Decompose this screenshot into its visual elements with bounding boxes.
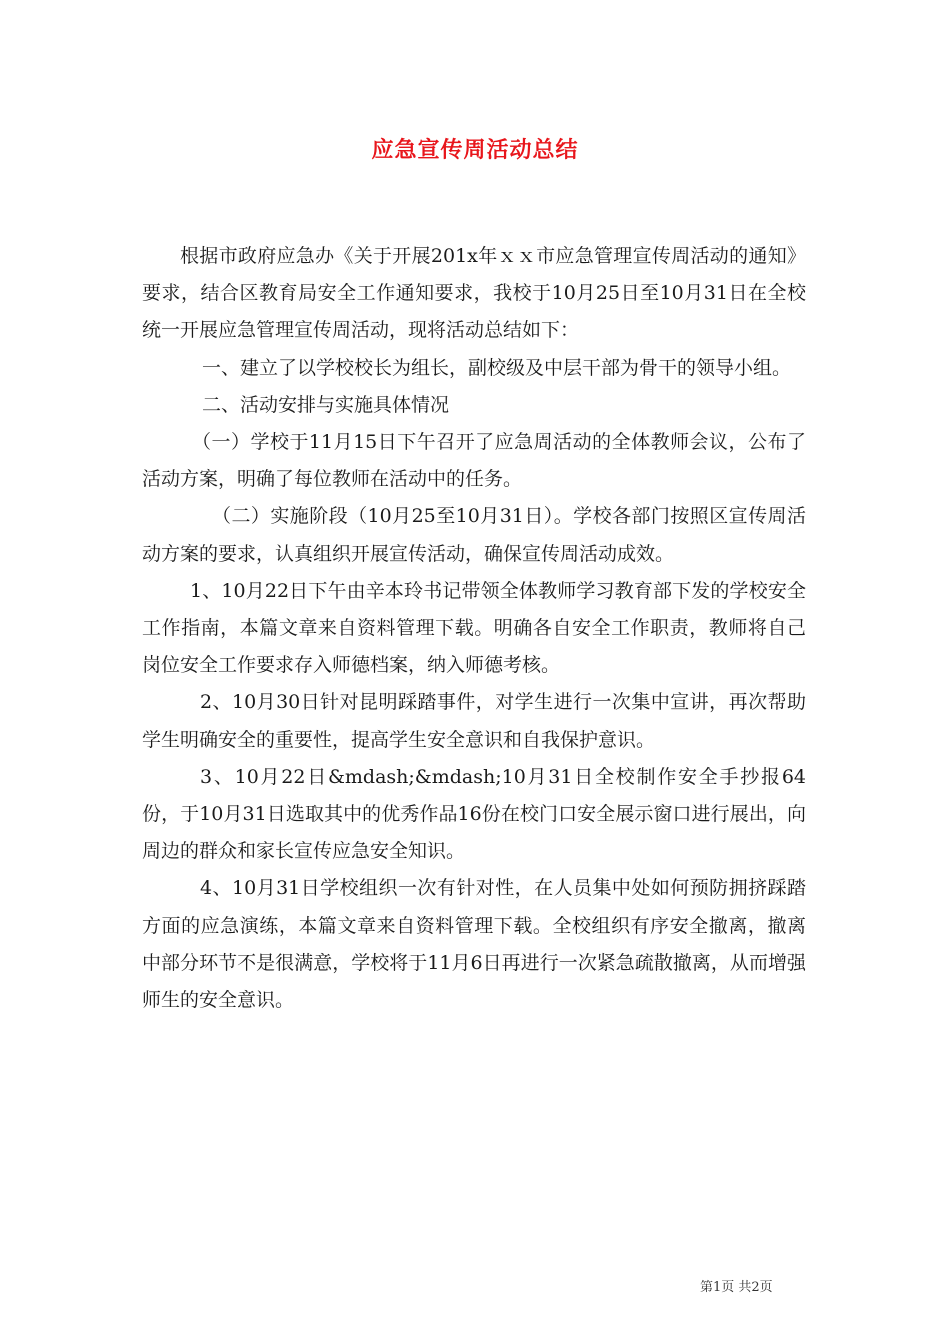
paragraph-section-1: 一、建立了以学校校长为组长，副校级及中层干部为骨干的领导小组。 (202, 356, 792, 379)
paragraph-subsection-2: （二）实施阶段（10月25至10月31日）。学校各部门按照区宣传周活动方案的要求，认真组织开展宣传活动，确保宣传周活动成效。 (142, 505, 806, 565)
paragraph-intro: 根据市政府应急办《关于开展201x年ｘｘ市应急管理宣传周活动的通知》要求，结合区教育局安全工作通知要求，我校于10月25日至10月31日在全校统一开展应急管理宣传周活动，现将活动总结如下： (142, 245, 806, 342)
document-body (142, 238, 806, 1019)
paragraph-item-3: 3、10月22日&mdash;&mdash;10月31日全校制作安全手抄报64份，于10月31日选取其中的优秀作品16份在校门口安全展示窗口进行展出，向周边的群众和家长宣传应急安全知识。 (142, 765, 806, 863)
paragraph-item-1: 1、10月22日下午由辛本玲书记带领全体教师学习教育部下发的学校安全工作指南，本篇文章来自资料管理下载。明确各自安全工作职责，教师将自己岗位安全工作要求存入师德档案，纳入师德考核。 (142, 579, 806, 677)
paragraph-subsection-1: （一）学校于11月15日下午召开了应急周活动的全体教师会议，公布了活动方案，明确了每位教师在活动中的任务。 (142, 431, 806, 491)
paragraph-item-2: 2、10月30日针对昆明踩踏事件，对学生进行一次集中宣讲，再次帮助学生明确安全的重要性，提高学生安全意识和自我保护意识。 (142, 691, 806, 751)
document-title: 应急宣传周活动总结 (371, 137, 579, 163)
paragraph-item-4: 4、10月31日学校组织一次有针对性，在人员集中处如何预防拥挤踩踏方面的应急演练，本篇文章来自资料管理下载。全校组织有序安全撤离，撤离中部分环节不是很满意，学校将于11月6日再进行一次紧急疏散撤离，从而增强师生的安全意识。 (142, 877, 806, 1012)
page-number-footer: 第1页 共2页 (700, 1280, 773, 1295)
paragraph-section-2-heading: 二、活动安排与实施具体情况 (202, 393, 450, 416)
